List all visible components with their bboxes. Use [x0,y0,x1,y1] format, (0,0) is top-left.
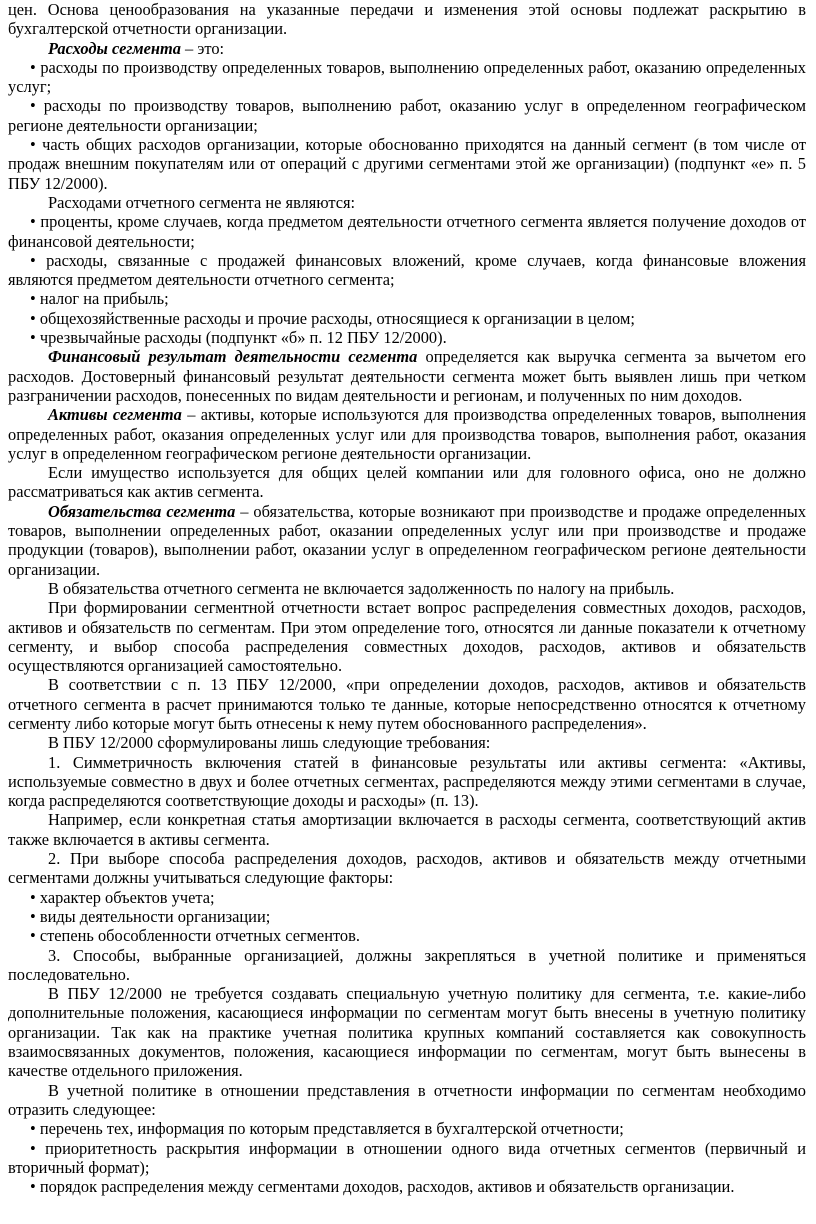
list-item [8,888,806,907]
paragraph-text: Расходами отчетного сегмента не являются: [48,192,356,212]
paragraph-text: • перечень тех, информация по которым представляется в бухгалтерской отчетности; [30,1119,624,1139]
paragraph-text: В учетной политике в отношении представления в отчетности информации по сегментам необходимо отразить следующее: [8,1080,806,1119]
paragraph [8,733,806,752]
paragraph [8,347,806,405]
paragraph-text: • виды деятельности организации; [30,906,271,926]
list-item [8,1177,806,1196]
list-item [8,1139,806,1178]
paragraph [8,946,806,985]
list-item [8,251,806,290]
paragraph-text: • налог на прибыль; [30,289,169,309]
paragraph-text: • чрезвычайные расходы (подпункт «б» п. 12 ПБУ 12/2000). [30,328,447,348]
paragraph-text: Например, если конкретная статья амортизации включается в расходы сегмента, соответствующий актив также включается в активы сегмента. [8,810,806,849]
paragraph-text: В соответствии с п. 13 ПБУ 12/2000, «при определении доходов, расходов, активов и обязательств отчетного сегмента в расчет принимаются только те данные, которые непосредственно относятся к отчетному сегменту либо которые могут быть отнесены к нему путем обоснованного распределения». [8,675,806,733]
paragraph-text: • расходы по производству товаров, выполнению работ, оказанию услуг в определенном географическом регионе деятельности организации; [8,96,806,135]
paragraph-text: • характер объектов учета; [30,887,215,907]
list-item [8,96,806,135]
paragraph [8,810,806,849]
paragraph-text: • проценты, кроме случаев, когда предметом деятельности отчетного сегмента является получение доходов от финансовой деятельности; [8,212,806,251]
list-item [8,328,806,347]
paragraph [8,463,806,502]
paragraph-text: • часть общих расходов организации, которые обоснованно приходятся на данный сегмент (в том числе от продаж внешним покупателям или от операций с другими сегментами этой же организации) (подпункт «е» п. 5 ПБУ 12/2000). [8,135,806,193]
paragraph [8,502,806,579]
paragraph-text: В обязательства отчетного сегмента не включается задолженность по налогу на прибыль. [48,578,675,598]
paragraph [8,598,806,675]
paragraph-text: В ПБУ 12/2000 не требуется создавать специальную учетную политику для сегмента, т.е. какие-либо дополнительные положения, касающиеся информации по сегментам могут быть внесены в учетную политику организации. Так как на практике учетная политика крупных компаний составляется как совокупность взаимосвязанных документов, положения, касающиеся информации по сегментам, могут быть вынесены в качестве отдельного приложения. [8,984,806,1081]
paragraph-text: • расходы по производству определенных товаров, выполнению определенных работ, оказанию определенных услуг; [8,57,806,97]
list-item [8,135,806,193]
paragraph [8,405,806,463]
list-item [8,1119,806,1138]
paragraph-text: – это: [180,38,225,58]
list-item [8,309,806,328]
paragraph-text: цен. Основа ценообразования на указанные передачи и изменения этой основы подлежат раскрытию в бухгалтерской отчетности организации. [8,0,806,39]
paragraph-text: В ПБУ 12/2000 сформулированы лишь следующие требования: [48,733,491,753]
paragraph-text: • порядок распределения между сегментами доходов, расходов, активов и обязательств организации. [30,1177,735,1197]
paragraph-text: • степень обособленности отчетных сегментов. [30,926,360,946]
list-item [8,212,806,251]
defined-term: Обязательства сегмента [48,501,236,521]
paragraph-text: • расходы, связанные с продажей финансовых вложений, кроме случаев, когда финансовые вложения являются предметом деятельности отчетного сегмента; [8,250,806,290]
paragraph [8,849,806,888]
defined-term: Финансовый результат деятельности сегмента [48,347,418,367]
paragraph-text: • общехозяйственные расходы и прочие расходы, относящиеся к организации в целом; [30,308,635,328]
paragraph [8,193,806,212]
paragraph [8,984,806,1080]
list-item [8,58,806,97]
list-item [8,926,806,945]
paragraph-text: – активы, которые используются для производства определенных товаров, выполнения определенных работ, оказания определенных услуг или для производства товаров, выполнения работ, оказания услуг в определенном географическом регионе деятельности организации. [8,405,806,463]
paragraph-text: определяется как выручка сегмента за вычетом его расходов. Достоверный финансовый результат деятельности сегмента может быть выявлен лишь при четком разграничении расходов, понесенных по видам деятельности и регионам, и полученных по ним доходов. [8,347,806,405]
paragraph-text: 1. Симметричность включения статей в финансовые результаты или активы сегмента: «Активы, используемые совместно в двух и более отчетных сегментах, распределяются между этими сегментами в случае, когда распределяются соответствующие доходы и расходы» (п. 13). [8,752,806,811]
paragraph-text: • приоритетность раскрытия информации в отношении одного вида отчетных сегментов (первичный и вторичный формат); [8,1138,806,1177]
defined-term: Активы сегмента [48,405,182,425]
paragraph [8,39,806,58]
paragraph-text: 3. Способы, выбранные организацией, должны закрепляться в учетной политике и применяться последовательно. [8,945,806,984]
list-item [8,289,806,308]
paragraph [8,0,806,39]
paragraph-text: При формировании сегментной отчетности встает вопрос распределения совместных доходов, расходов, активов и обязательств по сегментам. При этом определение того, относятся ли данные показатели к отчетному сегменту, и выбор способа распределения совместных доходов, расходов, активов и обязательств осуществляются организацией самостоятельно. [8,598,806,676]
paragraph [8,579,806,598]
paragraph-text: – обязательства, которые возникают при производстве и продаже определенных товаров, выполнении определенных работ, оказании определенных услуг или при производстве и продаже продукции (товаров), выполнении работ, оказании услуг в определенном географическом регионе деятельности организации. [8,501,807,579]
paragraph [8,1081,806,1120]
paragraph-text: 2. При выборе способа распределения доходов, расходов, активов и обязательств между отчетными сегментами должны учитываться следующие факторы: [8,849,806,888]
paragraph-text: Если имущество используется для общих целей компании или для головного офиса, оно не должно рассматриваться как актив сегмента. [8,463,806,502]
list-item [8,907,806,926]
defined-term: Расходы сегмента [48,38,181,58]
paragraph [8,753,806,811]
paragraph [8,675,806,733]
